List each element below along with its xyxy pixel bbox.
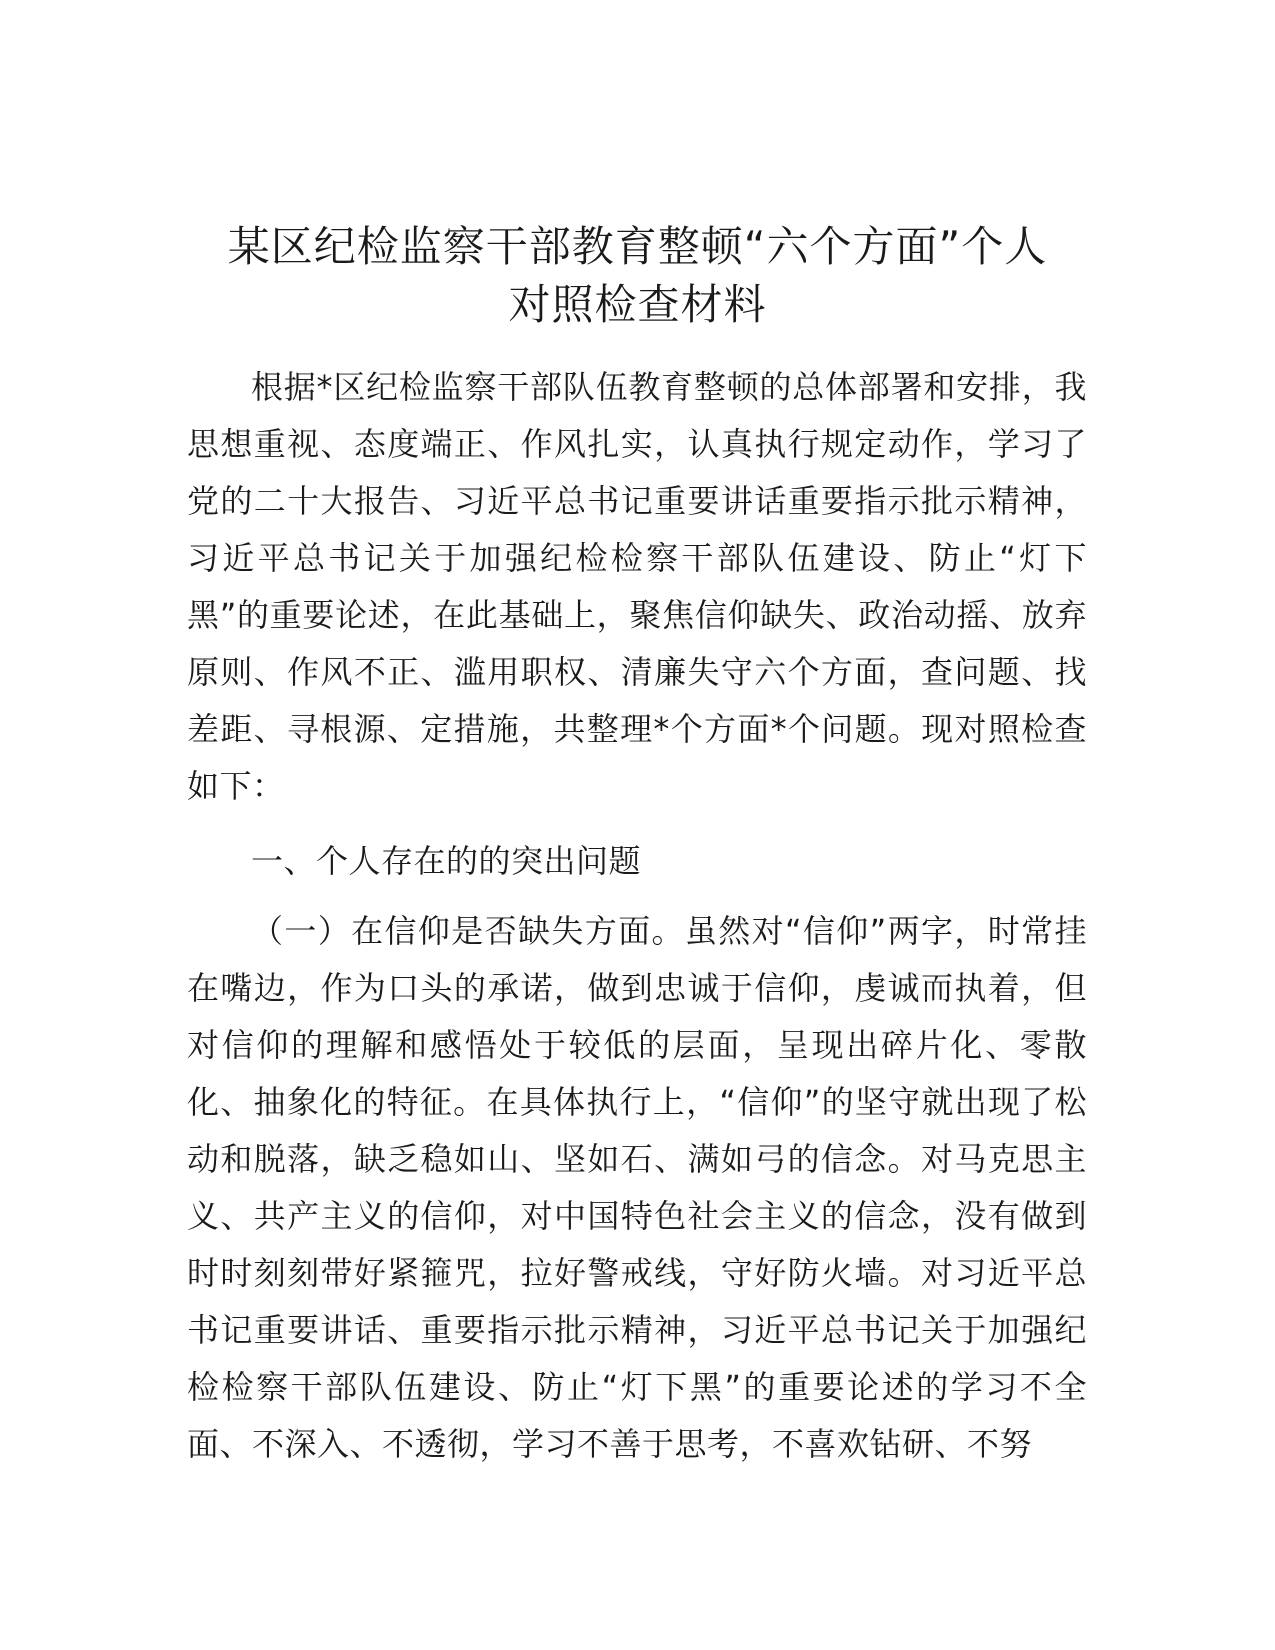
intro-paragraph: 根据*区纪检监察干部队伍教育整顿的总体部署和安排，我思想重视、态度端正、作风扎实，认真执行规定动作，学习了党的二十大报告、习近平总书记重要讲话重要指示批示精神，习近平总书记关于加强纪检检察干部队伍建设、防止“灯下黑”的重要论述，在此基础上，聚焦信仰缺失、政治动摇、放弃原则、作风不正、滥用职权、清廉失守六个方面，查问题、找差距、寻根源、定措施，共整理*个方面*个问题。现对照检查如下：	[187, 368, 1087, 805]
title-line-2: 对照检查材料	[508, 280, 767, 329]
body-paragraph: （一）在信仰是否缺失方面。虽然对“信仰”两字，时常挂在嘴边，作为口头的承诺，做到忠诚于信仰，虔诚而执着，但对信仰的理解和感悟处于较低的层面，呈现出碎片化、零散化、抽象化的特征。在具体执行上，“信仰”的坚守就出现了松动和脱落，缺乏稳如山、坚如石、满如弓的信念。对马克思主义、共产主义的信仰，对中国特色社会主义的信念，没有做到时时刻刻带好紧箍咒，拉好警戒线，守好防火墙。对习近平总书记重要讲话、重要指示批示精神，习近平总书记关于加强纪检检察干部队伍建设、防止“灯下黑”的重要论述的学习不全面、不深入、不透彻，学习不善于思考，不喜欢钻研、不努	[187, 912, 1087, 1463]
document-title	[170, 218, 1105, 334]
section-heading: 一、个人存在的的突出问题	[251, 842, 642, 880]
title-line-1: 某区纪检监察干部教育整顿“六个方面”个人	[227, 222, 1048, 271]
